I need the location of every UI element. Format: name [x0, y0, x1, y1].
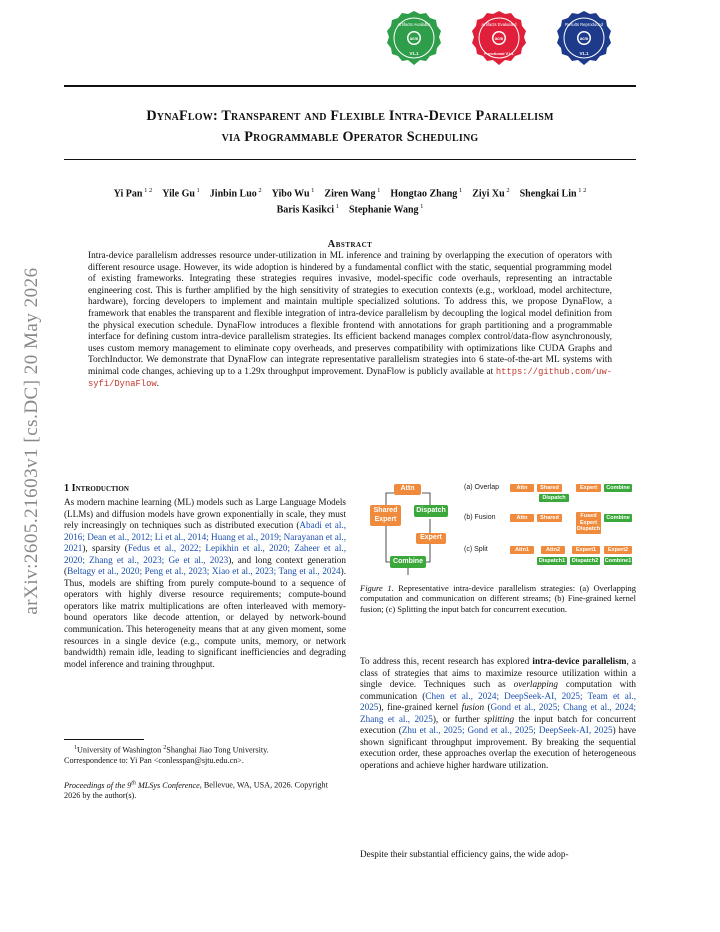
p2-text-e: (: [484, 702, 491, 713]
author-list: [64, 184, 636, 217]
author-affiliation: 1: [334, 203, 339, 211]
affiliation-2: Shanghai Jiao Tong University.: [166, 745, 269, 755]
author-name: Jinbin Luo: [209, 188, 257, 200]
arxiv-identifier: arXiv:2605.21603v1 [cs.DC] 20 May 2026: [21, 267, 42, 615]
author-affiliation: 1: [375, 187, 381, 194]
p3-text: Despite their substantial efficiency gains, the wide adop-: [360, 849, 569, 859]
author-name: Yibo Wu: [271, 188, 310, 200]
affiliation-1: University of Washington: [77, 745, 162, 755]
github-link[interactable]: https://github.com/uw-syfi/DynaFlow: [88, 366, 612, 389]
fusion-combine: Combine: [604, 514, 632, 522]
p2-text-f: ), or further: [432, 713, 484, 724]
split-attn2: Attn2: [541, 546, 565, 554]
author-name: Stephanie Wang: [348, 204, 419, 216]
p1-text-b: ), sparsity (: [82, 543, 128, 554]
citation[interactable]: Chen et al., 2024; DeepSeek-AI, 2025; Team et al., 2025: [360, 690, 636, 713]
author-line-2: [64, 200, 636, 216]
author-name: Baris Kasikci: [276, 204, 335, 216]
citation[interactable]: Abadi et al., 2016; Dean et al., 2012; Li et al., 2014; Huang et al., 2019; Narayanan et al., 2021: [64, 520, 346, 554]
correspondence: Correspondence to: Yi Pan <conlesspan@sjtu.edu.cn>.: [64, 756, 244, 766]
graph-node-attn: Attn: [394, 484, 421, 495]
section-1-heading: 1 Introduction: [64, 483, 129, 494]
author-affiliation: 1: [309, 187, 315, 194]
author-name: Shengkai Lin: [519, 188, 577, 200]
abstract-text: Intra-device parallelism addresses resource under-utilization in ML inference and training by overlapping the execution of operators with different resource usage. However, its wide adoption is hindered by a fundamental conflict with the static, sequential programming model of existing frameworks. Integrating these strategies requires invasive, model-specific code overhauls, representing an intractable engineering cost. This is further amplified by the high sensitivity of strategies to execution contexts (e.g., workload, model architecture, hardware), forcing developers to implement and maintain multiple specialized solutions. To address this, we propose DynaFlow, a framework that enables the transparent and flexible integration of intra-device parallelism by decoupling the logical model definition from the physical execution schedule. DynaFlow introduces a flexible frontend with annotations for graph partitioning and a programmable interface for defining custom intra-device parallelism strategies. Its efficient backend manages complex control/data-flow asynchronously, uses custom memory management to eliminate copy overheads, and preserves compatibility with optimizations like CUDA Graphs and TorchInductor. We demonstrate that DynaFlow can integrate representative parallelism strategies into 6 state-of-the-art ML systems with minimal code changes, achieving up to a 1.29x throughput improvement. DynaFlow is publicly available at: [88, 251, 612, 377]
fusion-shared: Shared: [537, 514, 562, 522]
author-affiliation: 1 2: [142, 187, 153, 194]
citation[interactable]: Beltagy et al., 2020; Peng et al., 2023; Xiao et al., 2023; Tang et al., 2024: [67, 566, 341, 577]
figure-1-caption: [360, 583, 636, 614]
overlap-attn: Attn: [510, 484, 534, 492]
badge-bottom-text: V1.1: [409, 51, 419, 56]
graph-node-dispatch: Dispatch: [414, 505, 448, 517]
p2-emph: fusion: [461, 702, 485, 713]
citation[interactable]: Zhu et al., 2025; Gond et al., 2025; DeepSeek-AI, 2025: [401, 725, 613, 736]
abstract-end: .: [156, 378, 159, 389]
graph-node-combine: Combine: [390, 556, 426, 568]
p2-emph: splitting: [483, 713, 515, 724]
fusion-fused-expert-dispatch: Fused Expert Dispatch: [576, 513, 601, 533]
overlap-dispatch: Dispatch: [539, 494, 569, 502]
author-affiliation: 1: [194, 187, 200, 194]
author-affiliation: 1: [418, 203, 424, 211]
intro-paragraph-2: [360, 656, 636, 771]
p2-text-a: To address this, recent research has explored: [360, 656, 533, 666]
p2-text-b: , a class of strategies that aims to maximize resource utilization within a single device. Techniques such as: [360, 656, 636, 690]
author-affiliation: 1: [457, 187, 463, 194]
acm-logo-text: acm: [494, 36, 504, 41]
title-line-1: DynaFlow: Transparent and Flexible Intra-Device Parallelism: [146, 108, 554, 124]
proceedings-prefix: Proceedings of the 9: [64, 780, 132, 790]
badge-top-text: Artifacts Evaluated: [481, 22, 517, 27]
proceedings-location: , Bellevue, WA, USA, 2026. Copyright 2026 by the author(s).: [64, 780, 328, 801]
row-label-split: (c) Split: [464, 546, 488, 553]
p1-text-c: ), and long context generation (: [64, 554, 346, 577]
results-reproduced-badge: [556, 10, 612, 66]
author-affiliation: 1 2: [576, 187, 587, 194]
footnote-rule: [64, 739, 144, 740]
badge-top-text: Results Reproduced: [565, 22, 603, 27]
p2-text-c: computation with communication (: [360, 679, 636, 701]
split-attn1: Attn1: [510, 546, 534, 554]
abstract-body: [88, 251, 612, 390]
split-dispatch1: Dispatch1: [538, 557, 566, 564]
conference-name: MLSys Conference: [135, 780, 200, 790]
p1-text-d: ). Thus, models are shifting from purely compute-bound to a sequence of operators with highly diverse resource requirements; compute-bound operators like matrix multiplications are often interleaved with memory-bound operators like decode attention, or delayed by network-bound communication. This heterogeneity means that at any given moment, some resources in a single device (e.g., compute units, memory, or network bandwidth) remain idle, leading to significant inefficiencies and degrading model inference and training throughput.: [64, 566, 346, 669]
caption-label: Figure 1.: [360, 583, 394, 593]
paper-title: [64, 106, 636, 148]
author-name: Hongtao Zhang: [390, 188, 458, 200]
overlap-shared: Shared: [537, 484, 562, 492]
author-name: Ziren Wang: [324, 188, 376, 200]
overlap-expert: Expert: [576, 484, 601, 492]
caption-text: Representative intra-device parallelism strategies: (a) Overlapping computation and communication on different streams; (b) Fine-grained kernel fusion; (c) Splitting the input batch for concurrent execution.: [360, 583, 636, 614]
author-affiliation: 2: [256, 187, 262, 194]
row-label-overlap: (a) Overlap: [464, 484, 500, 491]
artifacts-available-badge: [386, 10, 442, 66]
p2-text-d: ), fine-grained kernel: [378, 702, 462, 713]
citation[interactable]: Fedus et al., 2022; Lepikhin et al., 2020; Zaheer et al., 2020; Zhang et al., 2023; Ge et al., 2023: [64, 543, 346, 565]
proceedings-footnote: [64, 778, 346, 801]
overlap-combine: Combine: [604, 484, 632, 492]
p2-term: intra-device parallelism: [532, 656, 627, 666]
artifacts-evaluated-badge: [471, 10, 527, 66]
acm-logo-text: acm: [409, 36, 419, 41]
author-name: Ziyi Xu: [472, 188, 505, 200]
citation[interactable]: Gond et al., 2025; Chang et al., 2024; Zhang et al., 2025: [360, 702, 637, 724]
abstract-heading: Abstract: [327, 239, 373, 250]
badge-bottom-text: V1.1: [579, 51, 589, 56]
title-bottom-rule: [64, 159, 636, 160]
author-name: Yile Gu: [162, 188, 195, 200]
intro-paragraph-3: [360, 849, 636, 861]
graph-node-expert: Expert: [416, 533, 446, 544]
affiliation-footnote: $^1$University of Washington $^2$Shanghai Jiao Tong University. Correspondence to: Yi Pan <conlesspan@sjtu.edu.cn>.: [64, 745, 269, 766]
graph-node-shared-expert: Shared Expert: [370, 505, 401, 526]
title-line-2: via Programmable Operator Scheduling: [221, 129, 479, 145]
author-name: Yi Pan: [113, 188, 143, 200]
badge-top-text: Artifacts Available: [397, 22, 431, 27]
acm-logo-text: acm: [579, 36, 589, 41]
p2-emph: overlapping: [513, 679, 558, 690]
split-expert2: Expert2: [604, 546, 632, 554]
split-combine1: Combine1: [604, 557, 632, 564]
author-affiliation: 2: [504, 187, 510, 194]
figure-1: [360, 482, 636, 578]
split-expert1: Expert1: [572, 546, 600, 554]
split-dispatch2: Dispatch2: [571, 557, 599, 564]
author-line-1: [64, 184, 636, 200]
top-rule: [64, 85, 636, 87]
proceedings-ordinal: th: [131, 780, 136, 786]
fusion-attn: Attn: [510, 514, 534, 522]
row-label-fusion: (b) Fusion: [464, 514, 496, 521]
p2-text-g: the input batch for concurrent execution (: [360, 713, 636, 736]
p1-text-a: As modern machine learning (ML) models such as Large Language Models (LLMs) and diffusion models have grown exponentially in scale, they must rely increasingly on techniques such as distributed execution (: [64, 497, 346, 531]
p2-text-h: ) have shown significant throughput improvement. By breaking the sequential execution order, these approaches overlap the execution of heterogeneous operations and achieve higher hardware utilization.: [360, 725, 636, 770]
intro-paragraph-1: [64, 497, 346, 670]
badge-bottom-text: Functional V1.1: [484, 51, 514, 56]
